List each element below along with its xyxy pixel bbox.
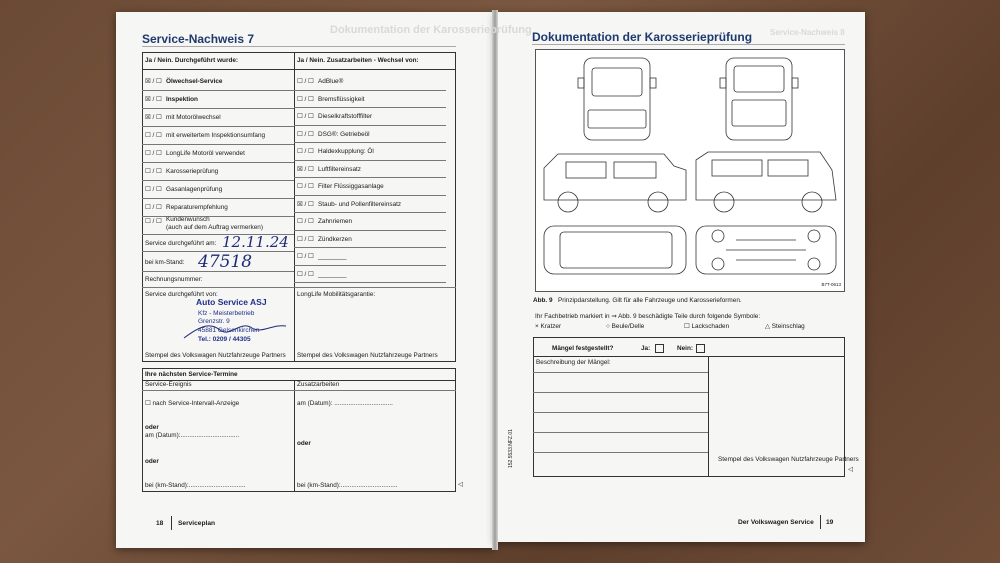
invoice-label: Rechnungsnummer:: [145, 276, 203, 283]
col2_rows-checkbox[interactable]: ☐ / ☐: [297, 183, 314, 190]
next-col1-header: Service-Ereignis: [145, 381, 192, 388]
vehicle-diagram[interactable]: [535, 49, 845, 292]
col1_rows-checkbox[interactable]: ☐ / ☐: [145, 150, 162, 157]
book-spine: [492, 10, 498, 550]
defects-question: Mängel festgestellt?: [552, 345, 614, 352]
col2_rows-checkbox[interactable]: ☐ / ☐: [297, 130, 314, 138]
col1_rows-label: LongLife Motoröl verwendet: [166, 150, 245, 157]
col2_rows-checkbox[interactable]: ☐ / ☐: [297, 270, 314, 278]
description-line: [533, 432, 708, 433]
service-table-divider: [294, 52, 295, 362]
col2_rows-checkbox[interactable]: ☒ / ☐: [297, 200, 314, 208]
col2_rows-checkbox[interactable]: ☐ / ☐: [297, 113, 314, 120]
signature: [180, 316, 290, 346]
symbol-stonechip: △ Steinschlag: [765, 323, 805, 330]
col2_rows-checkbox[interactable]: ☐ / ☐: [297, 148, 314, 155]
col2_rows-label: Staub- und Pollenfiltereinsatz: [318, 200, 402, 208]
col1_rows-checkbox[interactable]: ☐ / ☐: [145, 186, 162, 193]
description-line: [533, 372, 708, 373]
col1_rows-label: mit Motorölwechsel: [166, 114, 221, 121]
col2_rows-label: Luftfiltereinsatz: [318, 165, 361, 173]
right-page-number: 19: [826, 519, 834, 526]
col1_rows-checkbox[interactable]: ☒ / ☐: [145, 78, 162, 85]
right-page-title: Dokumentation der Karosserieprüfung: [532, 30, 753, 44]
col1_rows-checkbox[interactable]: ☐ / ☐: [145, 132, 162, 139]
left-page-label: Serviceplan: [178, 520, 216, 527]
stamp-line: Grenzstr. 9: [198, 318, 230, 325]
col1_rows-checkbox[interactable]: ☒ / ☐: [145, 96, 162, 103]
col1_rows-checkbox[interactable]: ☐ / ☐: [145, 168, 162, 175]
left-page-number: 18: [156, 520, 164, 527]
defects-yes-label: Ja:: [641, 345, 651, 352]
col1_rows-checkbox[interactable]: ☐ / ☐: [145, 204, 162, 211]
triangle-icon: ◁: [458, 481, 463, 488]
triangle-icon: ◁: [848, 466, 853, 473]
right-page-label: Der Volkswagen Service: [738, 519, 814, 526]
col2_rows-checkbox[interactable]: ☐ / ☐: [297, 78, 314, 85]
stamp-line: Auto Service ASJ: [196, 297, 267, 307]
col2_rows-checkbox[interactable]: ☒ / ☐: [297, 165, 314, 173]
col1_rows-checkbox[interactable]: ☒ / ☐: [145, 114, 162, 121]
next-service-title: Ihre nächsten Service-Termine: [145, 371, 238, 378]
col2_rows-label: Bremsflüssigkeit: [318, 95, 365, 103]
next-col2-header: Zusatzarbeiten: [297, 381, 340, 388]
kundenwunsch-label: Kundenwunsch: [166, 216, 210, 223]
next-right-item[interactable]: bei (km-Stand):................................: [297, 482, 398, 489]
left-page-title: Service-Nachweis 7: [142, 32, 255, 46]
next-item[interactable]: am (Datum):.................................: [145, 432, 240, 439]
mobility-label: LongLife Mobilitätsgarantie:: [297, 291, 376, 298]
defects-yes-checkbox[interactable]: [655, 344, 664, 353]
service-by-label: Service durchgeführt von:: [145, 291, 218, 298]
service-date-label: Service durchgeführt am:: [145, 240, 217, 247]
description-line: [533, 412, 708, 413]
vehicle-outline-drawing: [536, 50, 844, 291]
symbol-paint: ☐ Lackschaden: [684, 323, 730, 330]
figure-caption: Prinzipdarstellung. Gilt für alle Fahrzeuge und Karosserieformen.: [558, 297, 742, 304]
km-label: bei km-Stand:: [145, 259, 185, 266]
figure-label: Abb. 9: [533, 297, 553, 304]
col1_rows-label: Reparaturempfehlung: [166, 204, 228, 211]
right-stamp-caption: Stempel des Volkswagen Nutzfahrzeuge Partners: [718, 456, 859, 463]
km-value: 47518: [198, 252, 253, 272]
title-rule: [142, 46, 456, 47]
next-item[interactable]: bei (km-Stand):................................: [145, 482, 246, 489]
right-ghost-text: Service-Nachweis 8: [770, 28, 845, 37]
col1_rows-label: mit erweitertem Inspektionsumfang: [166, 132, 266, 139]
symbol-scratch: × Kratzer: [535, 323, 562, 330]
instruction-text: Ihr Fachbetrieb markiert in ⇒ Abb. 9 beschädigte Teile durch folgende Symbole:: [535, 313, 761, 320]
defects-no-label: Nein:: [677, 345, 693, 352]
col1_rows-label: Gasanlagenprüfung: [166, 186, 223, 193]
next-item[interactable]: ☐ nach Service-Intervall-Anzeige: [145, 400, 240, 407]
col2_rows-checkbox[interactable]: ☐ / ☐: [297, 218, 314, 225]
next-right-item[interactable]: am (Datum): .................................: [297, 400, 393, 407]
symbol-dent: ○ Beule/Delle: [606, 323, 645, 330]
next-right-item: oder: [297, 440, 311, 447]
service-date-value: 12.11.24: [222, 233, 289, 251]
kundenwunsch-note: (auch auf dem Auftrag vermerken): [166, 224, 263, 231]
next-item: oder: [145, 458, 159, 465]
description-line: [533, 392, 708, 393]
left-ghost-text: Dokumentation der Karosserieprüfung: [330, 24, 532, 36]
stamp-line: Tel.: 0209 / 44305: [198, 336, 251, 343]
stamp-caption-left: Stempel des Volkswagen Nutzfahrzeuge Partners: [145, 352, 286, 359]
col2_rows-label: Zündkerzen: [318, 235, 352, 243]
col2_rows-label: DSG®: Getriebeöl: [318, 130, 370, 138]
col1-header: Ja / Nein. Durchgeführt wurde:: [145, 57, 239, 64]
col1_rows-label: Karosserieprüfung: [166, 168, 219, 175]
stamp-line: 45881 Gelsenkirchen: [198, 327, 260, 334]
defects-no-checkbox[interactable]: [696, 344, 705, 353]
col1_rows-label: Inspektion: [166, 96, 198, 103]
col2_rows-label: Filter Flüssiggasanlage: [318, 183, 384, 190]
stamp-line: Kfz - Meisterbetrieb: [198, 310, 255, 317]
col2_rows-label: Zahnriemen: [318, 218, 353, 225]
col2_rows-label: ________: [318, 270, 347, 278]
col1_rows-label: Ölwechsel-Service: [166, 78, 223, 85]
col2_rows-label: ________: [318, 253, 347, 260]
col2_rows-label: Haldexkupplung: Öl: [318, 148, 374, 155]
col2_rows-checkbox[interactable]: ☐ / ☐: [297, 253, 314, 260]
col2_rows-label: AdBlue®: [318, 78, 344, 85]
side-code: 152.5533.NFZ.01: [508, 429, 514, 468]
stamp-caption-right: Stempel des Volkswagen Nutzfahrzeuge Partners: [297, 352, 438, 359]
col2-header: Ja / Nein. Zusatzarbeiten - Wechsel von:: [297, 57, 419, 64]
kundenwunsch-check[interactable]: ☐ / ☐: [145, 218, 162, 225]
description-line: [533, 452, 708, 453]
col2_rows-checkbox[interactable]: ☐ / ☐: [297, 95, 314, 103]
figure-code: B7T-0613: [821, 282, 841, 287]
defects-description-label: Beschreibung der Mängel:: [536, 359, 611, 366]
col2_rows-label: Dieselkraftstofffilter: [318, 113, 373, 120]
next-item: oder: [145, 424, 159, 431]
col2_rows-checkbox[interactable]: ☐ / ☐: [297, 235, 314, 243]
